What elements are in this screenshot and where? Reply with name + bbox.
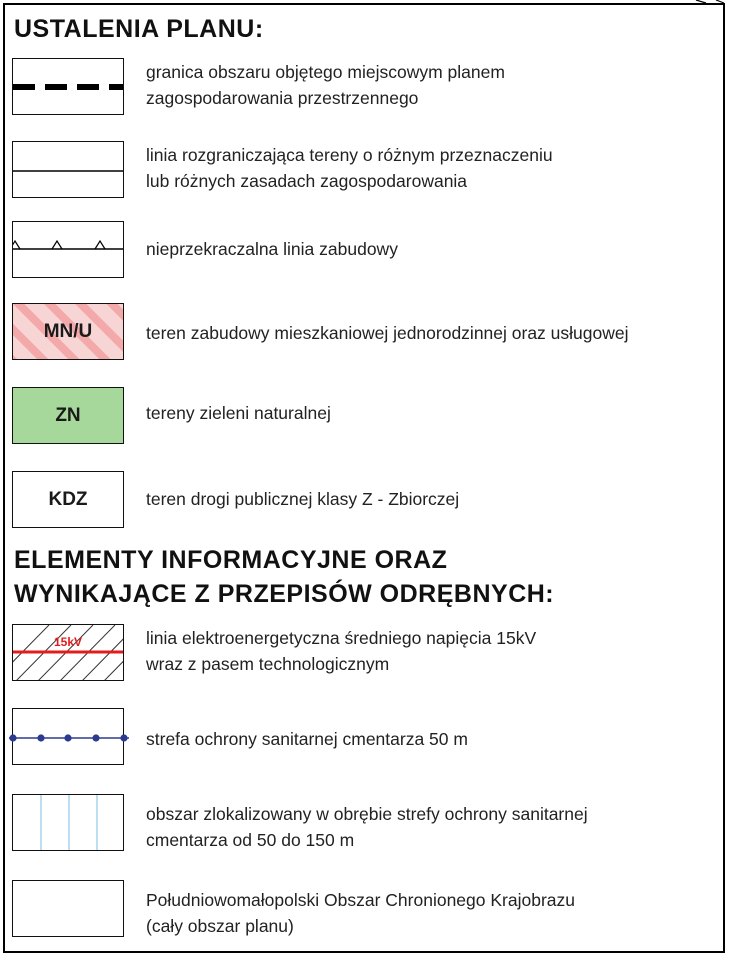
legend-label-mnu: teren zabudowy mieszkaniowej jednorodzinnej oraz usługowej bbox=[146, 323, 629, 343]
symbol-protected-landscape bbox=[12, 880, 124, 937]
legend-label-plan-boundary: granica obszaru objętego miejscowym planem zagospodarowania przestrzennego bbox=[146, 62, 505, 108]
frame-corner-mark bbox=[694, 0, 726, 4]
section-heading-info: ELEMENTY INFORMACYJNE ORAZ WYNIKAJĄCE Z PRZEPISÓW ODRĘBNYCH: bbox=[14, 546, 555, 608]
section-heading-plan: USTALENIA PLANU: bbox=[14, 15, 264, 43]
legend-label-power-line: linia elektroenergetyczna średniego napięcia 15kV wraz z pasem technologicznym bbox=[146, 628, 537, 674]
legend-label-cemetery-50-150m: obszar zlokalizowany w obrębie strefy ochrony sanitarnej cmentarza od 50 do 150 m bbox=[146, 804, 588, 850]
symbol-cemetery-50-150m bbox=[12, 794, 124, 851]
symbol-demarcation-line bbox=[12, 141, 124, 198]
legend-label-zn: tereny zieleni naturalnej bbox=[146, 403, 331, 423]
legend-label-protected-landscape: Południowomałopolski Obszar Chronionego Krajobrazu (cały obszar planu) bbox=[146, 890, 575, 936]
zone-code-mnu: MN/U bbox=[43, 320, 93, 342]
symbol-plan-boundary bbox=[12, 58, 124, 115]
symbol-building-line bbox=[12, 221, 124, 278]
power-line-voltage-label: 15kV bbox=[53, 635, 83, 649]
zone-code-kdz: KDZ bbox=[48, 488, 88, 510]
symbol-mnu-zone bbox=[12, 303, 124, 360]
legend-label-demarcation-line: linia rozgraniczająca tereny o różnym przeznaczeniu lub różnych zasadach zagospodarowania bbox=[146, 145, 553, 191]
legend-label-kdz: teren drogi publicznej klasy Z - Zbiorczej bbox=[146, 489, 460, 509]
symbol-cemetery-50m bbox=[12, 708, 124, 765]
zone-code-zn: ZN bbox=[55, 404, 81, 426]
symbol-kdz-road bbox=[12, 471, 124, 528]
symbol-power-line bbox=[12, 624, 124, 681]
symbol-zn-zone bbox=[12, 387, 124, 444]
legend-label-cemetery-50m: strefa ochrony sanitarnej cmentarza 50 m bbox=[146, 729, 468, 749]
legend-label-building-line: nieprzekraczalna linia zabudowy bbox=[146, 239, 398, 259]
